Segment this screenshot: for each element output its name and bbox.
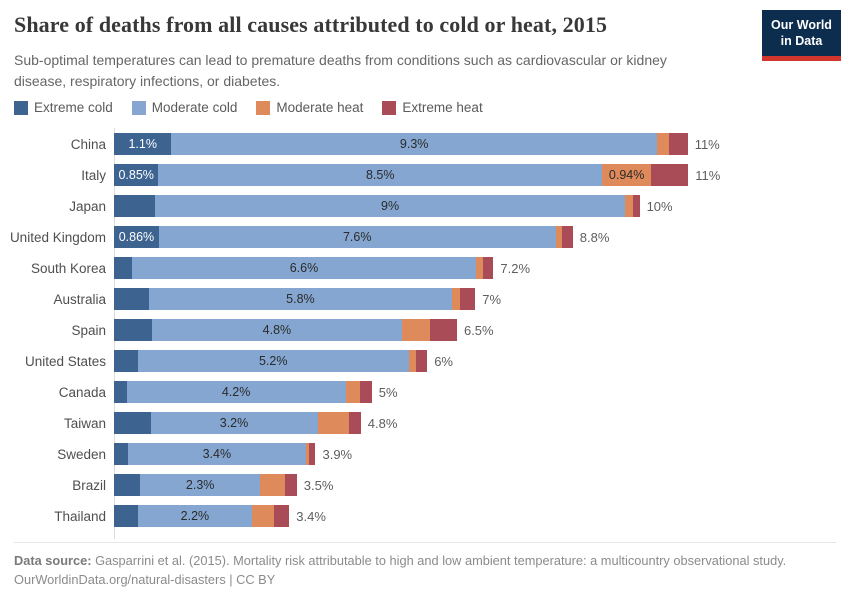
bar-segment-moderate-heat[interactable] <box>409 350 416 372</box>
footer <box>14 551 834 589</box>
chart-row-taiwan <box>0 412 850 434</box>
bar-segment-extreme-cold[interactable] <box>114 195 155 217</box>
stacked-bar <box>114 319 457 341</box>
chart-row-italy <box>0 164 850 186</box>
total-value-label: 6.5% <box>463 322 494 338</box>
bar-segment-extreme-cold[interactable] <box>114 164 158 186</box>
bar-segment-moderate-cold[interactable] <box>128 443 306 465</box>
footer-datasource-text: Gasparrini et al. (2015). Mortality risk attributable to high and low ambient temperature: a multicountry observational study. <box>91 553 787 568</box>
segment-value-label: 1.1% <box>128 137 157 151</box>
country-label: United Kingdom <box>9 229 106 245</box>
owid-logo[interactable] <box>762 10 841 61</box>
bar-segment-extreme-cold[interactable] <box>114 443 128 465</box>
bar-segment-moderate-heat[interactable] <box>252 505 274 527</box>
stacked-bar <box>114 350 427 372</box>
chart-row-thailand <box>0 505 850 527</box>
chart-row-sweden <box>0 443 850 465</box>
segment-value-label: 8.5% <box>365 168 395 182</box>
segment-value-label: 7.6% <box>342 230 372 244</box>
chart-row-united-states <box>0 350 850 372</box>
stacked-bar <box>114 443 315 465</box>
total-value-label: 7% <box>482 291 502 307</box>
bar-segment-moderate-cold[interactable] <box>127 381 346 403</box>
chart-row-south-korea <box>0 257 850 279</box>
chart-row-united-kingdom <box>0 226 850 248</box>
bar-segment-moderate-cold[interactable] <box>149 288 452 310</box>
bar-segment-moderate-heat[interactable] <box>476 257 483 279</box>
total-value-label: 3.4% <box>296 508 326 524</box>
total-value-label: 8.8% <box>579 229 610 245</box>
bar-segment-moderate-cold[interactable] <box>159 226 556 248</box>
bar-segment-extreme-cold[interactable] <box>114 350 138 372</box>
footer-datasource <box>14 551 834 570</box>
total-value-label: 5% <box>378 384 398 400</box>
bar-segment-moderate-heat[interactable] <box>260 474 285 496</box>
segment-value-label: 2.2% <box>180 509 210 523</box>
bar-segment-extreme-cold[interactable] <box>114 226 159 248</box>
bar-segment-extreme-heat[interactable] <box>562 226 572 248</box>
bar-segment-extreme-heat[interactable] <box>349 412 361 434</box>
bar-segment-moderate-heat[interactable] <box>318 412 350 434</box>
owid-logo-redbar <box>762 56 841 61</box>
stacked-bar <box>114 505 289 527</box>
segment-value-label: 5.2% <box>258 354 288 368</box>
moderate-cold-swatch-icon <box>132 101 146 115</box>
legend-label: Extreme cold <box>34 100 113 115</box>
segment-value-label: 0.94% <box>608 168 645 182</box>
footer-divider <box>14 542 836 543</box>
bar-segment-moderate-cold[interactable] <box>140 474 260 496</box>
bar-segment-extreme-heat[interactable] <box>430 319 457 341</box>
owid-logo-line1: Our World <box>771 18 832 32</box>
country-label: South Korea <box>30 260 106 276</box>
legend-item-extreme-heat[interactable] <box>382 100 482 115</box>
chart-subtitle: Sub-optimal temperatures can lead to premature deaths from conditions such as cardiovascular or kidney disease, respiratory infections, or diabetes. <box>14 52 667 89</box>
stacked-bar-chart <box>0 133 850 536</box>
bar-segment-moderate-heat[interactable] <box>556 226 563 248</box>
legend-item-moderate-heat[interactable] <box>256 100 363 115</box>
country-label: Spain <box>71 322 106 338</box>
bar-segment-extreme-cold[interactable] <box>114 288 149 310</box>
country-label: Japan <box>69 198 106 214</box>
country-label: Brazil <box>72 477 106 493</box>
bar-segment-moderate-heat[interactable] <box>657 133 669 155</box>
bar-segment-extreme-heat[interactable] <box>309 443 316 465</box>
segment-value-label: 4.2% <box>221 385 251 399</box>
segment-value-label: 6.6% <box>289 261 319 275</box>
stacked-bar <box>114 474 297 496</box>
bar-segment-extreme-heat[interactable] <box>651 164 688 186</box>
bar-segment-extreme-cold[interactable] <box>114 133 171 155</box>
chart-row-china <box>0 133 850 155</box>
total-value-label: 7.2% <box>500 260 531 276</box>
total-value-label: 10% <box>646 198 673 214</box>
segment-value-label: 4.8% <box>262 323 292 337</box>
legend-item-extreme-cold[interactable] <box>14 100 113 115</box>
segment-value-label: 2.3% <box>185 478 215 492</box>
segment-value-label: 9% <box>381 199 400 213</box>
country-label: Italy <box>81 167 106 183</box>
stacked-bar <box>114 257 493 279</box>
bar-segment-moderate-heat[interactable] <box>402 319 430 341</box>
bar-segment-extreme-cold[interactable] <box>114 381 127 403</box>
total-value-label: 4.8% <box>367 415 398 431</box>
bar-segment-extreme-cold[interactable] <box>114 412 151 434</box>
moderate-heat-swatch-icon <box>256 101 270 115</box>
bar-segment-moderate-cold[interactable] <box>155 195 625 217</box>
bar-segment-extreme-cold[interactable] <box>114 257 132 279</box>
bar-segment-extreme-cold[interactable] <box>114 319 152 341</box>
legend-label: Extreme heat <box>402 100 483 115</box>
segment-value-label: 9.3% <box>399 137 429 151</box>
chart-row-australia <box>0 288 850 310</box>
total-value-label: 3.9% <box>322 446 353 462</box>
footer-datasource-label: Data source: <box>14 553 92 568</box>
bar-segment-extreme-cold[interactable] <box>114 505 138 527</box>
footer-license: OurWorldinData.org/natural-disasters | CC BY <box>14 572 276 588</box>
legend-label: Moderate cold <box>151 100 238 115</box>
country-label: Thailand <box>54 508 106 524</box>
segment-value-label: 0.86% <box>118 230 155 244</box>
country-label: United States <box>24 353 106 369</box>
bar-segment-moderate-heat[interactable] <box>346 381 360 403</box>
country-label: Taiwan <box>63 415 106 431</box>
bar-segment-moderate-cold[interactable] <box>132 257 477 279</box>
bar-segment-moderate-heat[interactable] <box>602 164 651 186</box>
country-label: Canada <box>58 384 106 400</box>
bar-segment-moderate-cold[interactable] <box>151 412 318 434</box>
bar-segment-moderate-heat[interactable] <box>625 195 633 217</box>
stacked-bar <box>114 412 361 434</box>
owid-logo-line2: in Data <box>780 34 823 49</box>
segment-value-label: 5.8% <box>286 292 315 306</box>
owid-logo-text <box>762 10 841 56</box>
bar-segment-moderate-heat[interactable] <box>452 288 460 310</box>
segment-value-label: 3.4% <box>202 447 232 461</box>
stacked-bar <box>114 195 640 217</box>
bar-segment-moderate-cold[interactable] <box>171 133 657 155</box>
legend-item-moderate-cold[interactable] <box>132 100 238 115</box>
extreme-heat-swatch-icon <box>382 101 396 115</box>
bar-segment-extreme-heat[interactable] <box>360 381 372 403</box>
chart-row-spain <box>0 319 850 341</box>
bar-segment-extreme-heat[interactable] <box>633 195 640 217</box>
stacked-bar <box>114 381 372 403</box>
chart-title: Share of deaths from all causes attributed to cold or heat, 2015 <box>14 12 608 37</box>
bar-segment-moderate-cold[interactable] <box>138 505 253 527</box>
stacked-bar <box>114 226 573 248</box>
segment-value-label: 0.85% <box>118 168 154 182</box>
stacked-bar <box>114 133 688 155</box>
total-value-label: 3.5% <box>303 477 334 493</box>
legend-label: Moderate heat <box>276 100 364 115</box>
bar-segment-moderate-cold[interactable] <box>158 164 602 186</box>
chart-row-japan <box>0 195 850 217</box>
chart-row-brazil <box>0 474 850 496</box>
bar-segment-extreme-heat[interactable] <box>274 505 289 527</box>
bar-segment-extreme-heat[interactable] <box>669 133 688 155</box>
country-label: China <box>70 136 106 152</box>
total-value-label: 11% <box>695 167 721 183</box>
stacked-bar <box>114 164 688 186</box>
bar-segment-extreme-heat[interactable] <box>416 350 428 372</box>
stacked-bar <box>114 288 475 310</box>
bar-segment-extreme-heat[interactable] <box>460 288 475 310</box>
country-label: Sweden <box>57 446 106 462</box>
total-value-label: 11% <box>694 136 720 152</box>
total-value-label: 6% <box>434 353 453 369</box>
country-label: Australia <box>53 291 106 307</box>
extreme-cold-swatch-icon <box>14 101 28 115</box>
legend <box>14 100 483 115</box>
bar-segment-moderate-cold[interactable] <box>152 319 403 341</box>
bar-segment-extreme-heat[interactable] <box>285 474 297 496</box>
segment-value-label: 3.2% <box>219 416 249 430</box>
bar-segment-extreme-cold[interactable] <box>114 474 140 496</box>
chart-row-canada <box>0 381 850 403</box>
bar-segment-moderate-cold[interactable] <box>138 350 409 372</box>
bar-segment-extreme-heat[interactable] <box>483 257 493 279</box>
